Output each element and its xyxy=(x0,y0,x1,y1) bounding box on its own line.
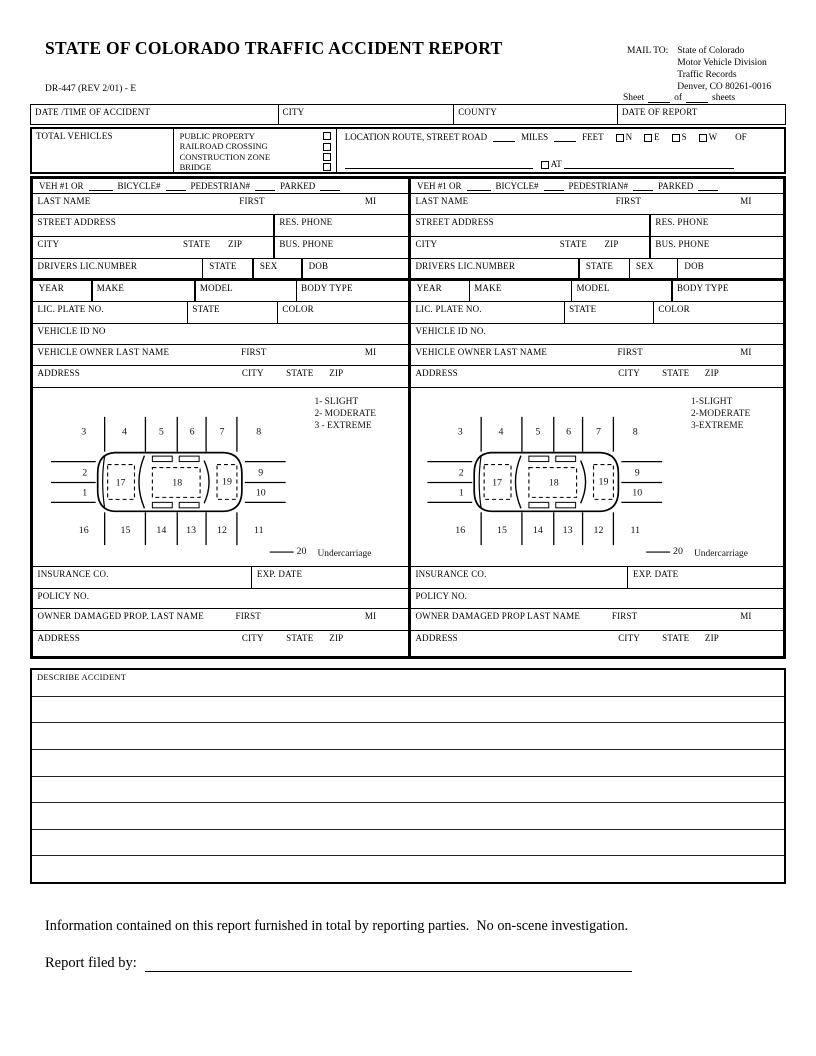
direction-label: E xyxy=(654,132,660,142)
field-label: MI xyxy=(740,196,752,206)
describe-accident-line[interactable] xyxy=(32,777,784,804)
front-bumper xyxy=(103,456,105,509)
damage-legend-extreme: 3-EXTREME xyxy=(690,420,744,431)
field-date-of-report[interactable] xyxy=(617,105,785,124)
zone-number: 9 xyxy=(634,467,640,479)
side-window xyxy=(556,456,576,461)
field-label: MI xyxy=(364,611,377,621)
damage-diagram[interactable] xyxy=(411,388,783,567)
field-label: YEAR xyxy=(38,283,64,293)
property-checkbox-group xyxy=(173,129,336,172)
field-label: POLICY NO. xyxy=(37,591,90,601)
bicycle-blank[interactable] xyxy=(544,181,564,191)
miles-blank[interactable] xyxy=(493,132,515,142)
damage-legend-extreme: 3 - EXTREME xyxy=(314,420,372,431)
vehicle-2-column xyxy=(408,179,783,656)
zone-number: 14 xyxy=(532,525,543,537)
bicycle-label: BICYCLE# xyxy=(117,181,161,191)
zone-number: 2 xyxy=(82,467,88,479)
zone-number: 3 xyxy=(457,426,463,438)
field-label: FIRST xyxy=(617,347,643,357)
vehicles-section xyxy=(30,176,786,659)
mail-to-line: State of Colorado xyxy=(677,46,745,56)
field-city[interactable] xyxy=(278,105,454,124)
field-vehicle-owner[interactable] xyxy=(411,345,783,366)
front-bumper xyxy=(479,456,481,509)
field-city-state-zip[interactable] xyxy=(411,237,783,259)
field-label: ZIP xyxy=(604,239,619,249)
location-field[interactable] xyxy=(336,129,784,172)
mail-to-address xyxy=(677,45,771,93)
damage-legend-moderate: 2-MODERATE xyxy=(690,408,751,419)
field-label: MI xyxy=(364,347,377,357)
veh-number-blank[interactable] xyxy=(467,181,491,191)
veh-number-label: VEH #1 OR xyxy=(417,181,462,191)
describe-accident-line[interactable] xyxy=(32,803,784,830)
at-label: AT xyxy=(550,159,562,169)
south-checkbox[interactable] xyxy=(672,134,680,142)
field-insurance[interactable] xyxy=(411,567,783,589)
field-label: MI xyxy=(740,611,752,621)
damage-diagram-svg xyxy=(33,388,408,566)
parked-label: PARKED xyxy=(280,181,316,191)
describe-accident-line[interactable] xyxy=(32,697,784,724)
pedestrian-blank[interactable] xyxy=(255,181,275,191)
zone-number: 2 xyxy=(458,467,464,479)
direction-label: N xyxy=(625,132,633,142)
field-label: VEHICLE ID NO xyxy=(37,326,106,336)
zone-number: 6 xyxy=(189,426,195,438)
field-label: OWNER DAMAGED PROP LAST NAME xyxy=(415,611,581,621)
check-construction-zone xyxy=(180,152,331,162)
direction-north xyxy=(616,132,633,142)
field-label: BUS. PHONE xyxy=(655,239,710,249)
field-label: COUNTY xyxy=(458,107,497,117)
windshield xyxy=(515,456,520,509)
direction-west xyxy=(699,132,718,142)
field-label: STREET ADDRESS xyxy=(37,217,116,227)
pedestrian-blank[interactable] xyxy=(633,181,653,191)
bridge-checkbox[interactable] xyxy=(323,163,331,171)
undercarriage-number: 20 xyxy=(296,546,307,558)
page-title: STATE OF COLORADO TRAFFIC ACCIDENT REPORT xyxy=(45,38,503,58)
vehicle-2-type-row[interactable] xyxy=(411,179,783,194)
field-label: STATE xyxy=(559,239,588,249)
field-label: MI xyxy=(740,347,752,357)
zone-numbers xyxy=(79,427,266,536)
field-total-vehicles[interactable] xyxy=(32,129,173,172)
sheet-label: Sheet xyxy=(623,93,645,103)
zone-number: 3 xyxy=(81,426,87,438)
sheets-label: sheets xyxy=(712,93,736,103)
field-label: CITY xyxy=(241,368,264,378)
field-label: STATE xyxy=(585,261,614,271)
field-label: SEX xyxy=(259,261,278,271)
mail-to-label: MAIL TO: xyxy=(627,46,669,56)
side-window xyxy=(179,502,199,507)
zone-number: 5 xyxy=(158,426,164,438)
field-label: DATE /TIME OF ACCIDENT xyxy=(35,107,151,117)
field-label: MAKE xyxy=(474,283,502,293)
side-window xyxy=(179,456,199,461)
at-checkbox[interactable] xyxy=(541,161,549,169)
zone-number: 17 xyxy=(492,477,503,489)
field-driver-name[interactable] xyxy=(411,194,783,215)
zone-number: 10 xyxy=(255,487,266,499)
field-label: EXP. DATE xyxy=(256,569,303,579)
field-label: DOB xyxy=(308,261,329,271)
field-label: COLOR xyxy=(658,304,690,314)
field-label: EXP. DATE xyxy=(633,569,679,579)
field-insurance[interactable] xyxy=(33,567,408,589)
reporting-parties-note: Information contained on this report furnished in total by reporting parties. No on-scene investigation. xyxy=(45,918,629,934)
side-window xyxy=(529,502,549,507)
field-label: MI xyxy=(364,196,377,206)
undercarriage-label: Undercarriage xyxy=(693,549,748,560)
zone-number: 18 xyxy=(548,477,559,489)
sheet-line xyxy=(623,93,735,103)
field-label: FIRST xyxy=(235,611,262,621)
zone-number: 15 xyxy=(497,525,508,537)
field-street-address[interactable] xyxy=(411,215,783,237)
undercarriage-number: 20 xyxy=(673,546,684,558)
zone-number: 12 xyxy=(217,525,227,537)
field-label: VEHICLE OWNER LAST NAME xyxy=(415,347,548,357)
zone-number: 13 xyxy=(562,525,573,537)
field-damaged-property-address[interactable] xyxy=(411,631,783,653)
pedestrian-label: PEDESTRIAN# xyxy=(568,181,629,191)
field-vehicle-id[interactable] xyxy=(411,324,783,345)
field-label: RES. PHONE xyxy=(279,217,333,227)
field-label: ZIP xyxy=(704,633,719,643)
field-owner-address[interactable] xyxy=(33,366,408,388)
field-city-state-zip[interactable] xyxy=(33,237,408,259)
rear-window xyxy=(204,461,209,504)
zone-number: 4 xyxy=(498,426,504,438)
undercarriage-label: Undercarriage xyxy=(317,549,372,560)
side-window xyxy=(152,502,172,507)
field-date-time-of-accident[interactable] xyxy=(31,105,278,124)
zone-number: 19 xyxy=(598,476,609,488)
direction-east xyxy=(644,132,660,142)
feet-blank[interactable] xyxy=(554,132,576,142)
zone-number: 5 xyxy=(535,426,541,438)
field-label: STATE xyxy=(209,261,237,271)
field-owner-address[interactable] xyxy=(411,366,783,388)
zone-number: 11 xyxy=(630,525,641,537)
field-vehicle-id[interactable] xyxy=(33,324,408,345)
field-damaged-property-address[interactable] xyxy=(33,631,408,653)
zone-number: 14 xyxy=(156,525,167,537)
field-label: STATE xyxy=(192,304,220,314)
field-label: FIRST xyxy=(239,196,265,206)
zone-number: 8 xyxy=(632,426,638,438)
field-license-plate[interactable] xyxy=(33,302,408,324)
bicycle-label: BICYCLE# xyxy=(495,181,539,191)
pedestrian-label: PEDESTRIAN# xyxy=(190,181,251,191)
conditions-row xyxy=(30,127,786,174)
location-blank[interactable] xyxy=(345,159,533,169)
field-label: CITY xyxy=(37,239,60,249)
describe-accident-section xyxy=(30,668,786,884)
side-window xyxy=(529,456,549,461)
field-policy-number[interactable] xyxy=(33,589,408,609)
field-label: FIRST xyxy=(615,196,642,206)
field-label: ZIP xyxy=(329,368,344,378)
zone-number: 18 xyxy=(172,477,183,489)
mail-to-line: Traffic Records xyxy=(677,70,737,80)
describe-accident-line[interactable] xyxy=(32,723,784,750)
field-label: STATE xyxy=(286,368,314,378)
field-owner-damaged-property[interactable] xyxy=(411,609,783,631)
field-label: RES. PHONE xyxy=(655,217,709,227)
report-filed-by-label: Report filed by: xyxy=(45,955,137,971)
field-label: TOTAL VEHICLES xyxy=(36,131,113,141)
field-label: COLOR xyxy=(282,304,314,314)
checkbox-label: CONSTRUCTION ZONE xyxy=(179,151,271,162)
checkbox-label: BRIDGE xyxy=(179,162,212,173)
damage-diagram[interactable] xyxy=(33,388,408,567)
form-number: DR-447 (REV 2/01) - E xyxy=(45,84,137,94)
field-label: LAST NAME xyxy=(415,196,469,206)
zone-number: 1 xyxy=(82,487,88,499)
describe-accident-line[interactable] xyxy=(32,856,784,882)
field-label: BODY TYPE xyxy=(676,283,729,293)
zone-numbers xyxy=(455,427,642,536)
at-location-blank[interactable] xyxy=(564,159,734,169)
field-owner-damaged-property[interactable] xyxy=(33,609,408,631)
field-label: FIRST xyxy=(241,347,267,357)
field-label: ADDRESS xyxy=(37,368,80,378)
of-label: OF xyxy=(735,132,747,142)
damage-legend-moderate: 2- MODERATE xyxy=(314,408,377,419)
rear-window xyxy=(581,461,586,504)
damage-legend-slight: 1-SLIGHT xyxy=(690,396,733,407)
damage-legend-slight: 1- SLIGHT xyxy=(314,396,359,407)
parked-blank[interactable] xyxy=(698,181,718,191)
public-property-checkbox[interactable] xyxy=(323,132,331,140)
field-drivers-license[interactable] xyxy=(33,259,408,281)
field-street-address[interactable] xyxy=(33,215,408,237)
sheet-number-blank[interactable] xyxy=(648,93,670,103)
describe-accident-line[interactable] xyxy=(32,750,784,777)
bicycle-blank[interactable] xyxy=(166,181,186,191)
side-window xyxy=(556,502,576,507)
sheet-total-blank[interactable] xyxy=(686,93,708,103)
field-label: ADDRESS xyxy=(415,633,458,643)
field-label: VEHICLE ID NO. xyxy=(415,326,486,336)
zone-number: 16 xyxy=(455,525,466,537)
field-label: ZIP xyxy=(228,239,243,249)
field-label: FIRST xyxy=(611,611,638,621)
field-label: STREET ADDRESS xyxy=(415,217,494,227)
field-label: STATE xyxy=(286,633,314,643)
miles-label: MILES xyxy=(521,132,549,142)
field-label: DRIVERS LIC.NUMBER xyxy=(37,261,138,271)
zone-number: 11 xyxy=(253,525,264,537)
checkbox-label: PUBLIC PROPERTY xyxy=(179,131,255,141)
field-label: DOB xyxy=(684,261,705,271)
field-label: YEAR xyxy=(416,283,442,293)
zone-number: 15 xyxy=(120,525,131,537)
east-checkbox[interactable] xyxy=(644,134,652,142)
check-public-property xyxy=(180,131,331,141)
field-county[interactable] xyxy=(453,105,617,124)
field-label: BODY TYPE xyxy=(301,283,353,293)
field-label: LIC. PLATE NO. xyxy=(415,304,482,314)
windshield xyxy=(139,456,144,509)
direction-label: S xyxy=(681,132,687,142)
railroad-crossing-checkbox[interactable] xyxy=(323,143,331,151)
describe-accident-line[interactable] xyxy=(32,670,784,697)
field-label: INSURANCE CO. xyxy=(415,569,487,579)
check-bridge xyxy=(180,162,331,172)
veh-number-blank[interactable] xyxy=(89,181,113,191)
zone-number: 1 xyxy=(458,487,464,499)
field-label: STATE xyxy=(183,239,211,249)
field-label: DATE OF REPORT xyxy=(621,107,698,117)
zone-number: 7 xyxy=(596,426,601,438)
field-label: ZIP xyxy=(329,633,344,643)
field-label: CITY xyxy=(241,633,264,643)
field-policy-number[interactable] xyxy=(411,589,783,609)
location-line-1 xyxy=(345,132,780,142)
vehicle-1-column xyxy=(33,179,408,656)
veh-number-label: VEH #1 OR xyxy=(39,181,84,191)
report-filed-by-blank[interactable] xyxy=(145,955,632,972)
zone-number: 19 xyxy=(221,476,232,488)
field-label: LIC. PLATE NO. xyxy=(37,304,104,314)
field-label: ADDRESS xyxy=(415,368,458,378)
field-label: STATE xyxy=(569,304,597,314)
direction-south xyxy=(672,132,687,142)
describe-accident-line[interactable] xyxy=(32,830,784,857)
side-window xyxy=(152,456,172,461)
field-label: POLICY NO. xyxy=(415,591,468,601)
field-label: INSURANCE CO. xyxy=(37,569,109,579)
field-label: SEX xyxy=(636,261,654,271)
field-label: STATE xyxy=(662,633,690,643)
field-driver-name[interactable] xyxy=(33,194,408,215)
field-label: MAKE xyxy=(96,283,125,293)
info-row xyxy=(30,104,786,125)
field-label: VEHICLE OWNER LAST NAME xyxy=(37,347,170,357)
field-label: ZIP xyxy=(704,368,719,378)
field-label: ADDRESS xyxy=(37,633,80,643)
direction-label: W xyxy=(708,132,718,142)
parked-blank[interactable] xyxy=(320,181,340,191)
zone-number: 8 xyxy=(256,426,262,438)
field-label: LAST NAME xyxy=(37,196,91,206)
mail-to-line: Denver, CO 80261-0016 xyxy=(677,82,772,92)
zone-number: 13 xyxy=(186,525,197,537)
checkbox-label: RAILROAD CROSSING xyxy=(179,141,268,152)
mail-to-line: Motor Vehicle Division xyxy=(677,58,767,68)
zone-number: 12 xyxy=(593,525,604,537)
field-label: STATE xyxy=(662,368,690,378)
zone-number: 4 xyxy=(122,426,128,438)
zone-number: 9 xyxy=(258,467,264,479)
location-label: LOCATION ROUTE, STREET ROAD xyxy=(344,132,488,142)
field-label: OWNER DAMAGED PROP. LAST NAME xyxy=(37,611,204,621)
describe-accident-label: DESCRIBE ACCIDENT xyxy=(37,672,127,682)
field-label: CITY xyxy=(618,368,641,378)
field-label: CITY xyxy=(618,633,641,643)
field-label: MODEL xyxy=(576,283,610,293)
field-year-make-model[interactable] xyxy=(411,281,783,302)
field-license-plate[interactable] xyxy=(411,302,783,324)
zone-number: 17 xyxy=(115,477,126,489)
north-checkbox[interactable] xyxy=(616,134,624,142)
construction-zone-checkbox[interactable] xyxy=(323,153,331,161)
field-label: CITY xyxy=(282,107,305,117)
mail-to-block xyxy=(627,45,771,93)
field-year-make-model[interactable] xyxy=(33,281,408,302)
field-vehicle-owner[interactable] xyxy=(33,345,408,366)
damage-diagram-svg xyxy=(411,388,783,566)
check-railroad-crossing xyxy=(180,141,331,151)
field-label: CITY xyxy=(415,239,438,249)
field-label: DRIVERS LIC.NUMBER xyxy=(415,261,516,271)
field-label: MODEL xyxy=(199,283,233,293)
report-filed-by-row xyxy=(45,955,632,972)
vehicle-1-type-row[interactable] xyxy=(33,179,408,194)
field-drivers-license[interactable] xyxy=(411,259,783,281)
zone-number: 6 xyxy=(566,426,572,438)
parked-label: PARKED xyxy=(658,181,694,191)
location-line-2 xyxy=(345,159,734,169)
zone-number: 7 xyxy=(219,426,225,438)
feet-label: FEET xyxy=(582,132,604,142)
zone-number: 16 xyxy=(78,525,89,537)
west-checkbox[interactable] xyxy=(699,134,707,142)
zone-number: 10 xyxy=(632,487,643,499)
field-label: BUS. PHONE xyxy=(279,239,334,249)
sheet-of-label: of xyxy=(674,93,683,103)
